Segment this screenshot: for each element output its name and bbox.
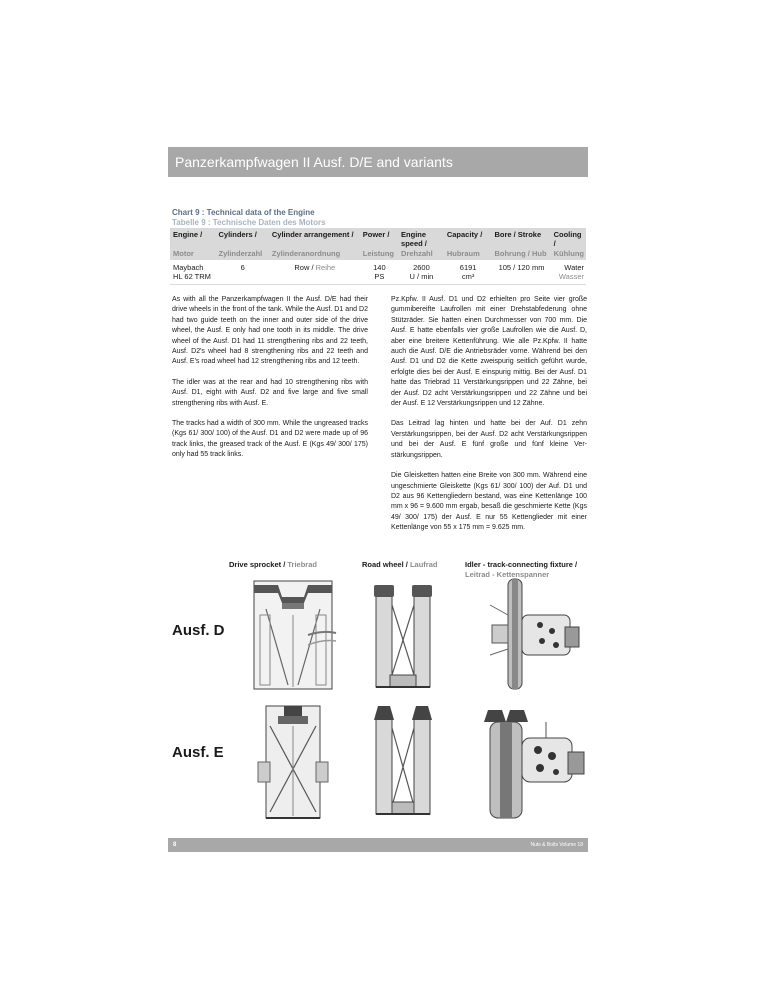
ausf-e-label: Ausf. E [172,744,224,761]
header-capacity: Capacity / [444,228,492,249]
road-wheel-d-drawing [370,575,436,693]
paragraph-en-1: As with all the Panzerkampfwagen II the Ausf. D/E had their drive wheels in the front of the tank. While the Ausf. D1 and D2 had two guide teeth on the inner and outer side of the drive wheel, the Ausf. E only had one tooth in its middle. The drive wheel of the Ausf. D1 had 11 strengthening ribs and 22 teeth, Ausf. D2's wheel had 8 strengthening ribs and 22 teeth and Ausf. E's road wheel had 12 strengthening ribs and 12 teeth. [172,296,368,366]
capacity-unit: cm³ [461,272,475,281]
table-row [170,260,586,285]
cooling-en: Water [564,263,584,272]
chart-caption [172,208,326,228]
road-wheel-label-de: Laufrad [409,560,438,569]
power-value: 140 [373,263,386,272]
cell-speed [398,260,444,285]
cooling-de: Wasser [558,272,584,281]
cell-cooling [551,260,586,285]
cell-capacity [444,260,492,285]
speed-value: 2600 [413,263,430,272]
paragraph-en-2: The idler was at the rear and had 10 strengthening ribs with Ausf. D1, eight with Ausf. D2 and five large and five small strengthening ribs with Ausf. E. [172,378,368,407]
idler-d-drawing [480,575,590,693]
capacity-value: 6191 [459,263,477,272]
header-speed-de: Drehzahl [398,249,444,260]
drive-sprocket-e-drawing [248,702,338,822]
paragraph-de-2: Das Leitrad lag hinten und hatte bei der Auf. D1 zehn Verstärkungsrippen, bei der Ausf. D2 acht Verstärkungsrippen und bei der Ausf. E fünf große und fünf kleine Verstärkungsrippen. [391,420,587,459]
speed-unit: U / min [409,272,434,281]
cell-engine [170,260,215,285]
road-wheel-e-drawing [370,702,436,822]
paragraph-de-1: Pz.Kpfw. II Ausf. D1 und D2 erhielten pro Seite vier große gummibereifte Laufrollen mit einer Drehstabfederung ohne Stützräder. Sie hatten einen Durchmesser von 700 mm. Die Ausf. E hatte ebenfalls vier große Laufrollen wie die Ausf. D, aber eine breitere Kettenführung. Wie alle Pz.Kpfw. II hatte auch die Ausf. D/E die Antriebsräder vorne. Während bei den Ausf. D1 und D2 die Kette zweispurig seitlich geführt wurde, erfolgte dies bei der Ausf. E einspurig mittig. Bei der Ausf. D1 hatte das Triebrad 11 Verstärkungsrippen und 22 Zähne, bei der Ausf. D2 acht Verstärkungsrippen und 22 Zähne und bei der Ausf. E 12 Verstärkungsrippen und 12 Zähne. [391,296,587,408]
header-bore: Bore / Stroke [491,228,550,249]
header-power: Power / [360,228,398,249]
section-banner: Panzerkampfwagen II Ausf. D/E and variants [168,147,588,177]
drive-sprocket-label [229,560,317,570]
header-cooling-de: Kühlung [551,249,586,260]
idler-label-de: Leitrad - Kettenspanner [465,570,550,579]
arrangement-de: Reihe [315,263,336,272]
cell-power [360,260,398,285]
header-cylinders-de: Zylinderzahl [215,249,268,260]
road-wheel-label [362,560,437,570]
page-footer [168,838,588,852]
cell-arrangement [269,260,360,285]
cell-cylinders: 6 [215,260,268,285]
drive-sprocket-d-drawing [248,575,338,693]
chart-caption-en: Chart 9 : Technical data of the Engine [172,208,315,217]
paragraph-de-3: Die Gleisketten hatten eine Breite von 300 mm. Während eine ungeschmierte Gleiskette (Kgs 61/ 300/ 100) der Auf. D1 und D2 aus 96 Kettengliedern bestand, was eine Kettenlänge 100 mm x 96 = 9.600 mm ergab, besaß die geschmierte Kette (Kgs 49/ 300/ 175) der Ausf. E nur 55 Kettenglieder mit einer Kettenlänge von 55 x 175 mm = 9.625 mm. [391,472,587,532]
footer-source: Nuts & Bolts Volume 18 [530,842,583,848]
chart-caption-de: Tabelle 9 : Technische Daten des Motors [172,218,326,227]
header-arrangement-de: Zylinderanordnung [269,249,360,260]
header-capacity-de: Hubraum [444,249,492,260]
engine-line-2: HL 62 TRM [173,272,211,281]
drive-sprocket-label-en: Drive sprocket / [229,560,286,569]
header-bore-de: Bohrung / Hub [491,249,550,260]
engine-line-1: Maybach [173,263,204,272]
road-wheel-label-en: Road wheel / [362,560,408,569]
idler-e-drawing [480,702,590,822]
table-header-row [170,228,586,249]
cell-bore: 105 / 120 mm [491,260,550,285]
paragraph-en-3: The tracks had a width of 300 mm. While the ungreased tracks (Kgs 61/ 300/ 100) of the Ausf. D1 and D2 were made up of 96 track links, the greased track of the Ausf. E (Kgs 49/ 300/ 175) only had 55 track links. [172,420,368,459]
header-cooling: Cooling / [551,228,586,249]
power-unit: PS [374,272,385,281]
header-engine: Engine / [170,228,215,249]
arrangement-en: Row / [294,263,314,272]
header-speed: Engine speed / [398,228,444,249]
idler-label-en: Idler - track-connecting fixture / [465,560,578,569]
german-text-column [391,295,587,544]
ausf-d-label: Ausf. D [172,622,225,639]
header-cylinders: Cylinders / [215,228,268,249]
page-number: 8 [173,842,177,848]
header-engine-de: Motor [170,249,215,260]
engine-data-table [170,228,586,285]
header-power-de: Leistung [360,249,398,260]
header-arrangement: Cylinder arrangement / [269,228,360,249]
drive-sprocket-label-de: Triebrad [287,560,317,569]
table-header-row-de [170,249,586,260]
english-text-column [172,295,368,471]
